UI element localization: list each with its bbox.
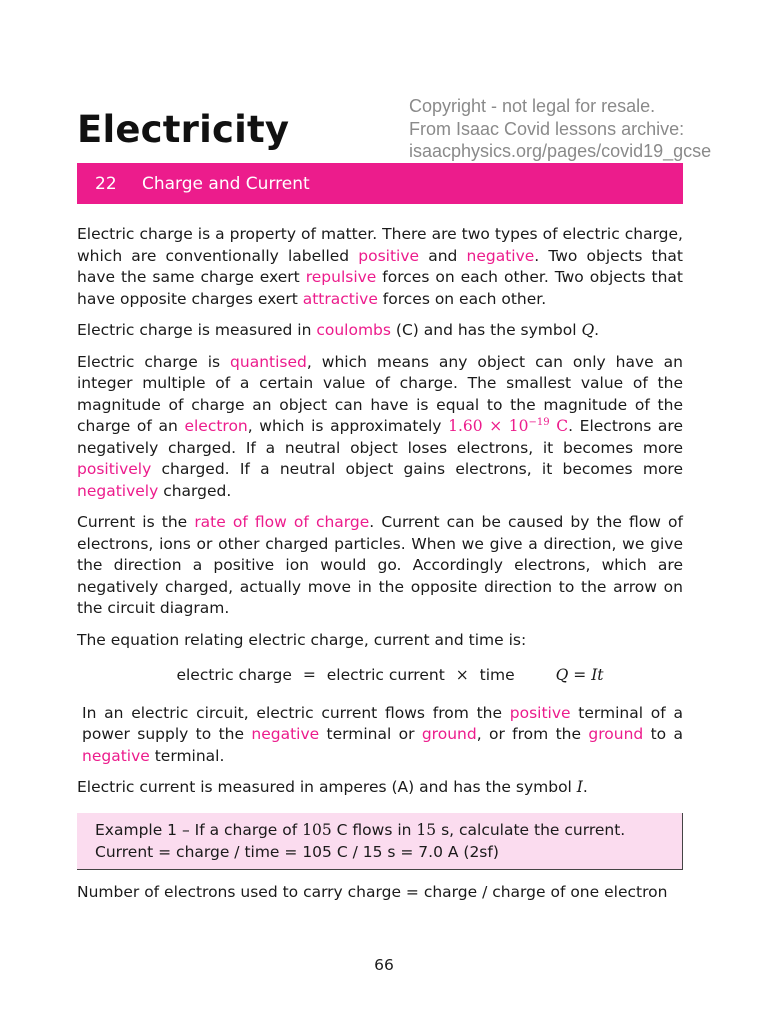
text: s, calculate the current. bbox=[436, 820, 626, 839]
keyword-electron: electron bbox=[184, 417, 248, 435]
keyword-coulombs: coulombs bbox=[316, 321, 391, 339]
text: Electric current is measured in amperes (A) and has the symbol bbox=[77, 778, 577, 796]
text: . bbox=[582, 778, 588, 796]
equation-time: time bbox=[479, 666, 515, 684]
equation-times: × bbox=[455, 666, 469, 684]
text: charged. If a neutral object gains electrons, it becomes more bbox=[151, 460, 683, 478]
main-content bbox=[77, 224, 683, 913]
paragraph-current-direction bbox=[77, 703, 683, 768]
keyword-positive: positive bbox=[509, 703, 571, 722]
copyright-line: Copyright - not legal for resale. bbox=[409, 96, 656, 116]
keyword-ground: ground bbox=[421, 725, 477, 743]
copyright-line: From Isaac Covid lessons archive: bbox=[409, 118, 685, 139]
equation-symbolic bbox=[556, 666, 604, 684]
keyword-negative: negative bbox=[466, 246, 535, 265]
text: and bbox=[419, 246, 467, 265]
paragraph-charge-types bbox=[77, 224, 683, 310]
paragraph-electron-count: Number of electrons used to carry charge = charge / charge of one electron bbox=[77, 882, 668, 901]
paragraph-charge-unit bbox=[77, 320, 683, 342]
keyword-ground: ground bbox=[588, 725, 644, 743]
text: Electric charge is bbox=[77, 352, 231, 371]
paragraph-current-unit bbox=[77, 777, 683, 799]
value-unit: C bbox=[549, 417, 569, 435]
text: Electric charge is a property of matter. There are two types of electric charge, which are conventionally labelled bbox=[77, 225, 683, 265]
text: C flows in bbox=[331, 820, 417, 839]
value-base: 1.60 × 10 bbox=[448, 417, 529, 435]
symbol-q: Q bbox=[581, 321, 595, 339]
example-charge-value: 105 bbox=[302, 820, 332, 839]
text: . Electrons are negatively charged. If a neutral object loses electrons, it becomes more bbox=[77, 417, 683, 457]
text: , which means any object can only have an integer multiple of a certain value of charge. The smallest value of the magnitude of charge an object can have is equal to the magnitude of the charge of an bbox=[77, 352, 683, 435]
keyword-negative: negative bbox=[82, 746, 150, 765]
text: . bbox=[594, 321, 600, 339]
example-solution: Current = charge / time = 105 C / 15 s = 7.0 A (2sf) bbox=[95, 842, 499, 861]
text: terminal. bbox=[149, 746, 225, 765]
equation-charge-current-time bbox=[77, 665, 683, 687]
equation-current: electric current bbox=[326, 666, 445, 684]
text: . Current can be caused by the flow of electrons, ions or other charged particles. When we give a direction, we give the direction a positive ion would go. Accordingly electrons, which are negatively charged, actually move in the opposite direction to the arrow on the circuit diagram. bbox=[77, 513, 683, 617]
copyright-url: isaacphysics.org/pages/covid19_gcse bbox=[409, 141, 712, 161]
value-exponent: −19 bbox=[528, 416, 550, 428]
keyword-repulsive: repulsive bbox=[305, 268, 377, 286]
text: , which is approximately bbox=[247, 417, 449, 435]
symbol-i: I bbox=[576, 778, 583, 796]
section-header bbox=[77, 163, 683, 204]
text: forces on each other. bbox=[377, 289, 547, 308]
text: terminal or bbox=[319, 725, 422, 743]
keyword-attractive: attractive bbox=[302, 289, 378, 308]
text: . Two objects that have the same charge exert bbox=[77, 246, 684, 286]
text: Current is the bbox=[77, 513, 195, 531]
page-number: 66 bbox=[374, 956, 394, 974]
equation-equals: = bbox=[568, 666, 592, 684]
paragraph-quantisation bbox=[77, 352, 683, 503]
text: , or from the bbox=[476, 725, 589, 743]
copyright-notice bbox=[409, 95, 711, 163]
section-title: Charge and Current bbox=[142, 173, 310, 194]
paragraph-current bbox=[77, 512, 683, 620]
example-time-value: 15 bbox=[416, 820, 437, 839]
electron-charge-value bbox=[448, 417, 568, 435]
keyword-rate-of-flow: rate of flow of charge bbox=[194, 513, 370, 531]
symbol-it: It bbox=[591, 666, 604, 684]
text: terminal of a power supply to the bbox=[82, 703, 683, 743]
text: charged. bbox=[158, 481, 232, 500]
text: to a bbox=[643, 725, 683, 743]
keyword-negatively: negatively bbox=[77, 481, 159, 500]
keyword-positive: positive bbox=[358, 246, 420, 265]
paragraph-equation-intro: The equation relating electric charge, current and time is: bbox=[77, 630, 527, 649]
text: Electric charge is measured in bbox=[77, 321, 317, 339]
text: (C) and has the symbol bbox=[390, 321, 582, 339]
text: In an electric circuit, electric current flows from the bbox=[82, 703, 510, 722]
equation-lhs: electric charge bbox=[176, 666, 292, 684]
equation-equals: = bbox=[302, 666, 316, 684]
symbol-q: Q bbox=[555, 666, 569, 684]
example-box bbox=[77, 813, 683, 870]
section-number: 22 bbox=[95, 173, 117, 194]
page-title: Electricity bbox=[77, 108, 290, 151]
text: forces on each other. Two objects that have opposite charges exert bbox=[77, 268, 683, 308]
keyword-quantised: quantised bbox=[230, 352, 307, 371]
keyword-positively: positively bbox=[77, 460, 152, 478]
keyword-negative: negative bbox=[251, 725, 320, 743]
example-question bbox=[95, 819, 664, 841]
text: Example 1 – If a charge of bbox=[95, 820, 303, 839]
